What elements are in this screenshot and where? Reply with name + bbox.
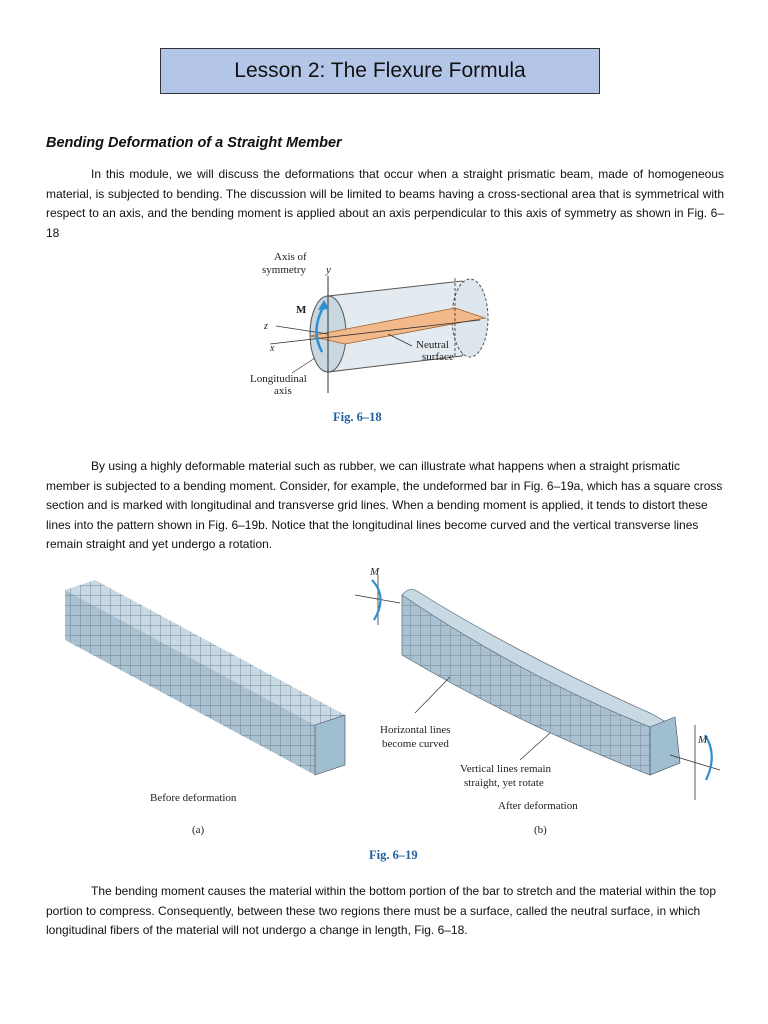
- label-symmetry: symmetry: [262, 264, 306, 276]
- label-vertical-lines: Vertical lines remain: [460, 763, 552, 775]
- label-after-deformation: After deformation: [498, 800, 578, 812]
- label-moment: M: [296, 304, 307, 316]
- caption-fig-6-19: Fig. 6–19: [369, 848, 418, 862]
- label-moment-right: M: [698, 734, 708, 746]
- figure-6-18: [240, 248, 500, 400]
- figure-6-19: [50, 565, 730, 845]
- label-horizontal-lines: Horizontal lines: [380, 724, 451, 736]
- paragraph-deformation: By using a highly deformable material such as rubber, we can illustrate what happens when a straight prismatic member is subjected to a bending moment. Consider, for example, the undeformed bar in Fig. 6–19a, which has a square cross section and is marked with longitudinal and transverse grid lines. When a bending moment is applied, it tends to distort these lines into the pattern shown in Fig. 6–19b. Notice that the longitudinal lines become curved and the vertical transverse lines remain straight and yet undergo a rotation.: [46, 459, 723, 551]
- paragraph-neutral-surface: The bending moment causes the material within the bottom portion of the bar to stretch and the material within the top portion to compress. Consequently, between these two regions there must be a surface, called the neutral surface, in which longitudinal fibers of the material will not undergo a change in length, Fig. 6–18.: [46, 884, 717, 937]
- label-y-axis: y: [326, 264, 331, 276]
- label-before-deformation: Before deformation: [150, 792, 237, 804]
- undeformed-bar: [65, 580, 345, 775]
- caption-fig-6-18: Fig. 6–18: [333, 410, 382, 424]
- label-moment-left: M: [370, 566, 380, 578]
- label-z-axis: z: [264, 321, 268, 332]
- label-longitudinal: Longitudinal: [250, 373, 307, 385]
- label-x-axis: x: [270, 343, 275, 354]
- label-become-curved: become curved: [382, 738, 449, 750]
- label-axis: axis: [274, 385, 292, 397]
- section-heading: Bending Deformation of a Straight Member: [46, 135, 342, 151]
- label-neutral: Neutral: [416, 339, 449, 351]
- label-straight-rotate: straight, yet rotate: [464, 777, 544, 789]
- label-b: (b): [534, 824, 547, 836]
- label-axis-of: Axis of: [274, 251, 307, 263]
- lesson-title: Lesson 2: The Flexure Formula: [234, 59, 526, 82]
- label-surface: surface: [422, 351, 454, 363]
- moment-arrow-left-icon: [372, 580, 381, 620]
- label-a: (a): [192, 824, 205, 836]
- lesson-title-box: [160, 48, 600, 94]
- paragraph-intro: In this module, we will discuss the deformations that occur when a straight prismatic beam, made of homogeneous material, is subjected to bending. The discussion will be limited to beams having a cross-sectional area that is symmetrical with respect to an axis, and the bending moment is applied about an axis perpendicular to this axis of symmetry as shown in Fig. 6–18: [46, 167, 724, 240]
